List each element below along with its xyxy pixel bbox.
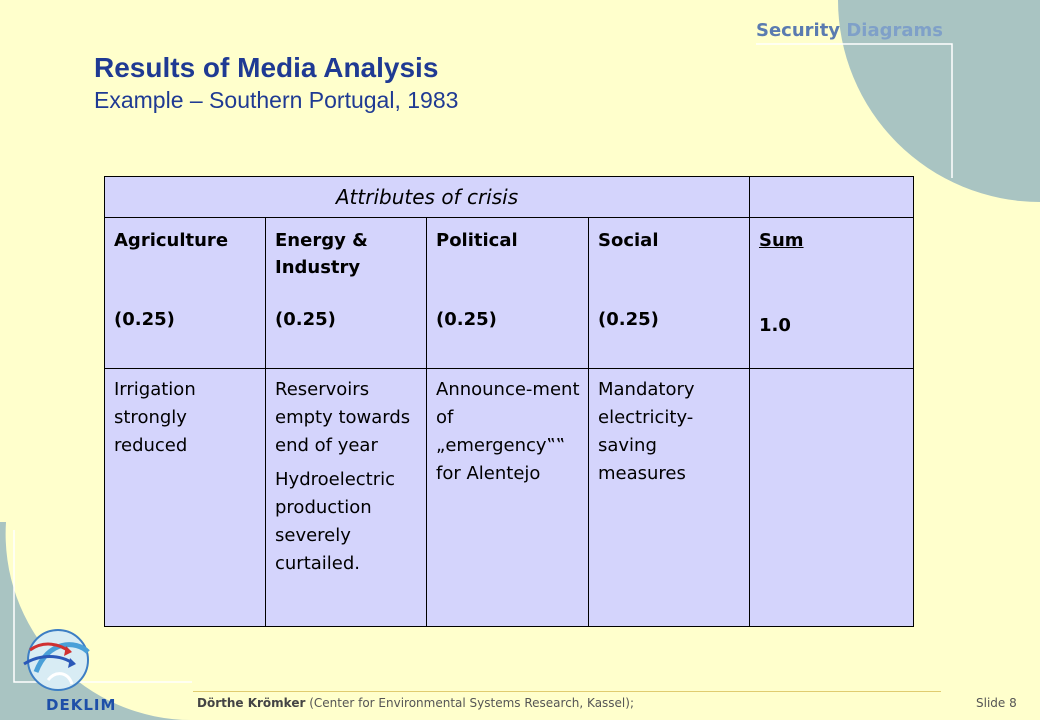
slide-number: Slide 8	[976, 696, 1017, 710]
category-cell	[427, 218, 589, 369]
page-title: Results of Media Analysis	[94, 52, 439, 83]
category-weight: (0.25)	[114, 309, 175, 330]
crisis-attributes-table	[104, 176, 914, 627]
section-tag	[756, 20, 943, 41]
description-text: Irrigation strongly reduced	[114, 379, 196, 456]
description-cell	[589, 369, 750, 627]
category-cell	[589, 218, 750, 369]
section-tag-word2: Diagrams	[846, 20, 943, 41]
empty-header-cell	[750, 177, 914, 218]
footer-author: Dörthe Krömker	[197, 696, 306, 710]
footer-divider	[193, 691, 941, 692]
category-name: Energy & Industry	[275, 230, 368, 278]
footer-affiliation: (Center for Environmental Systems Research, Kassel);	[305, 696, 634, 710]
logo-text: DEKLIM	[46, 696, 117, 714]
table-header-row	[105, 177, 914, 218]
description-cell	[105, 369, 266, 627]
description-text: Hydroelectric production severely curtailed.	[275, 469, 396, 574]
category-name: Political	[436, 230, 518, 251]
category-weight: (0.25)	[436, 309, 497, 330]
sum-name: Sum	[759, 230, 804, 251]
crisis-attributes-header: Attributes of crisis	[105, 177, 750, 218]
category-row	[105, 218, 914, 369]
description-text: Mandatory electricity-saving measures	[598, 379, 695, 484]
description-row	[105, 369, 914, 627]
section-tag-word1: Security	[756, 20, 841, 41]
category-cell	[105, 218, 266, 369]
sum-weight: 1.0	[759, 315, 791, 336]
description-text: Announce-ment of „emergency‟‟ for Alentejo	[436, 379, 580, 484]
category-weight: (0.25)	[598, 309, 659, 330]
description-text: Reservoirs empty towards end of year	[275, 379, 411, 456]
category-cell	[266, 218, 427, 369]
page-subtitle: Example – Southern Portugal, 1983	[94, 87, 459, 113]
description-cell	[427, 369, 589, 627]
category-weight: (0.25)	[275, 309, 336, 330]
category-name: Social	[598, 230, 659, 251]
description-cell-empty	[750, 369, 914, 627]
category-name: Agriculture	[114, 230, 229, 251]
description-cell	[266, 369, 427, 627]
sum-cell	[750, 218, 914, 369]
footer-credit	[197, 696, 634, 710]
